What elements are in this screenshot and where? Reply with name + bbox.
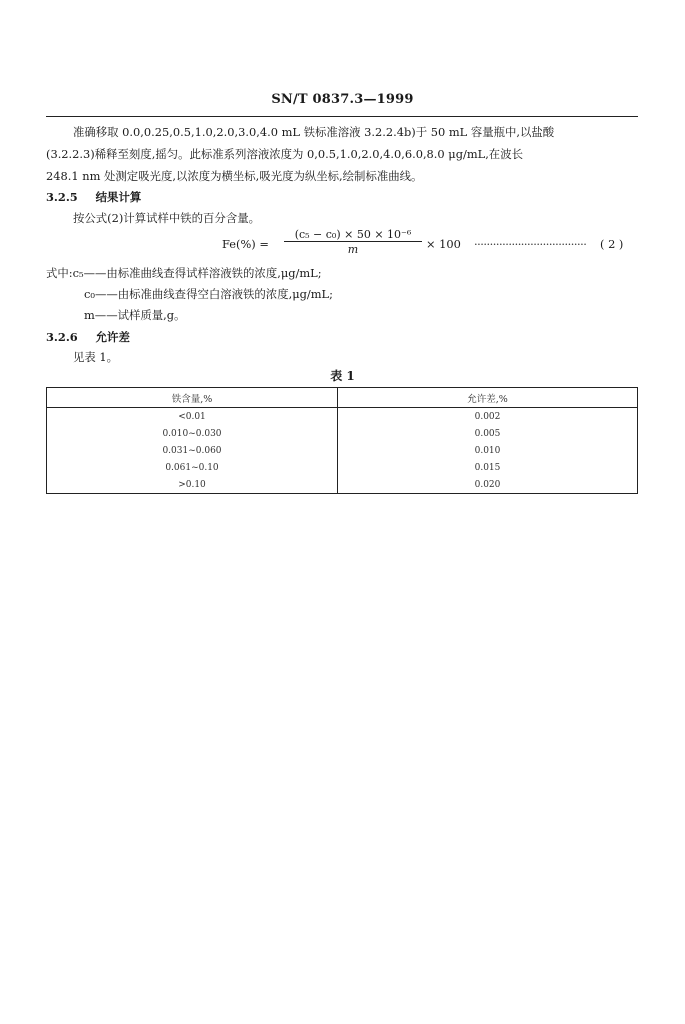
formula-numerator: (c₅ − c₀) × 50 × 10⁻⁶ xyxy=(284,228,422,242)
formula-equation-number: ( 2 ) xyxy=(600,237,624,251)
table-cell: >0.10 xyxy=(47,476,338,494)
see-table-note: 见表 1。 xyxy=(73,350,119,364)
table-cell: 0.015 xyxy=(474,462,501,473)
formula-leader-dots: ···································· xyxy=(474,237,587,251)
section-3-2-6-heading xyxy=(46,329,130,345)
table-cell: 0.031~0.060 xyxy=(47,442,338,459)
table-caption: 表 1 xyxy=(330,369,355,383)
table-row xyxy=(47,425,638,442)
where-item: m——试样质量,g。 xyxy=(84,308,186,322)
where-item: c₅——由标准曲线查得试样溶液铁的浓度,μg/mL; xyxy=(72,266,322,280)
table-cell: 0.061~0.10 xyxy=(47,459,338,476)
where-lead: 式中: xyxy=(46,266,73,280)
paragraph-line-3: 248.1 nm 处测定吸光度,以浓度为横坐标,吸光度为纵坐标,绘制标准曲线。 xyxy=(46,169,423,183)
formula-fraction xyxy=(284,228,422,256)
formula-2 xyxy=(222,228,642,262)
table-row xyxy=(47,442,638,459)
formula-denominator: m xyxy=(347,243,359,256)
section-title: 允许差 xyxy=(95,330,130,344)
standard-number-header: SN/T 0837.3—1999 xyxy=(271,92,414,107)
table-row xyxy=(47,459,638,476)
section-3-2-5-heading xyxy=(46,189,141,205)
formula-intro: 按公式(2)计算试样中铁的百分含量。 xyxy=(73,211,260,225)
formula-multiplier: × 100 xyxy=(426,237,461,251)
section-number: 3.2.5 xyxy=(46,190,78,204)
paragraph-line-2: (3.2.2.3)稀释至刻度,摇匀。此标准系列溶液浓度为 0,0.5,1.0,2.0,4.0,6.0,8.0 μg/mL,在波长 xyxy=(46,147,523,161)
table-row xyxy=(47,408,638,426)
where-line-1 xyxy=(46,265,322,281)
table-cell: 0.005 xyxy=(474,428,501,439)
where-item: c₀——由标准曲线查得空白溶液铁的浓度,μg/mL; xyxy=(84,287,333,301)
table-cell: 0.010 xyxy=(474,445,501,456)
column-header-tolerance: 允许差,% xyxy=(338,388,638,408)
header-rule xyxy=(46,116,638,117)
table-cell: 0.020 xyxy=(474,479,501,490)
section-number: 3.2.6 xyxy=(46,330,78,344)
table-cell: <0.01 xyxy=(47,408,338,426)
table-cell: 0.002 xyxy=(474,411,501,422)
paragraph-line-1: 准确移取 0.0,0.25,0.5,1.0,2.0,3.0,4.0 mL 铁标准溶液 3.2.2.4b)于 50 mL 容量瓶中,以盐酸 xyxy=(73,125,555,139)
column-header-iron-content: 铁含量,% xyxy=(47,388,338,408)
table-header-row xyxy=(47,388,638,408)
table-cell: 0.010~0.030 xyxy=(47,425,338,442)
table-row xyxy=(47,476,638,494)
tolerance-table xyxy=(46,387,638,494)
section-title: 结果计算 xyxy=(95,190,142,204)
formula-lhs: Fe(%) = xyxy=(222,237,269,251)
